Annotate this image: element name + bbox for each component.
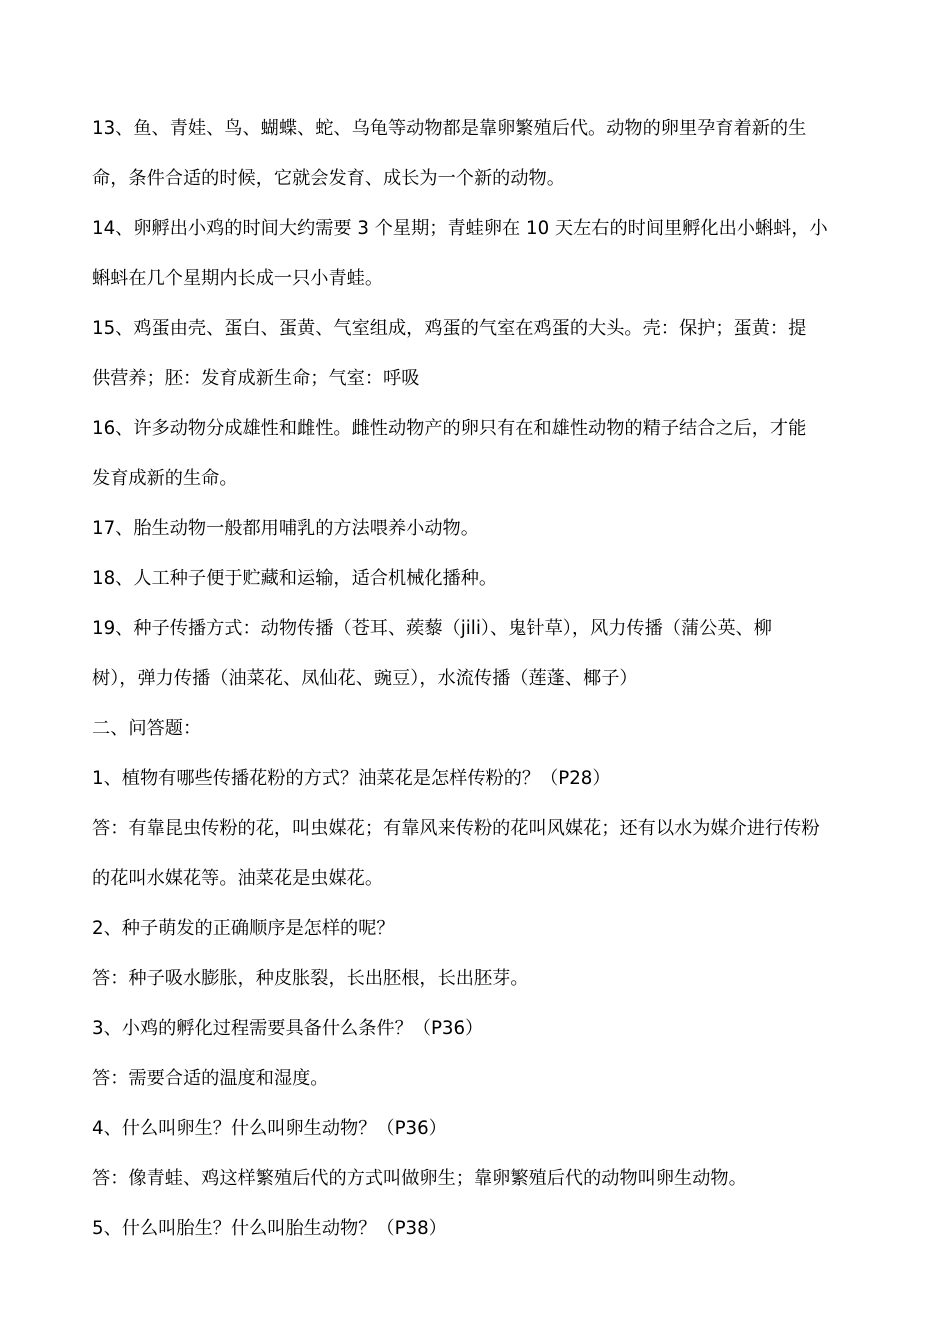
text-line: 17、胎生动物一般都用哺乳的方法喂养小动物。 bbox=[92, 518, 479, 539]
answer: 答：需要合适的温度和湿度。 bbox=[92, 1068, 329, 1089]
document-page bbox=[92, 104, 860, 1254]
text-line: 18、人工种子便于贮藏和运输，适合机械化播种。 bbox=[92, 568, 498, 589]
text-line: 15、鸡蛋由壳、蛋白、蛋黄、气室组成，鸡蛋的气室在鸡蛋的大头。壳：保护；蛋黄：提 bbox=[92, 318, 807, 339]
answer: 答：有靠昆虫传粉的花，叫虫媒花；有靠风来传粉的花叫风媒花；还有以水为媒介进行传粉 bbox=[92, 818, 820, 839]
section-heading: 二、问答题： bbox=[92, 718, 202, 739]
text-line: 14、卵孵出小鸡的时间大约需要 3 个星期；青蛙卵在 10 天左右的时间里孵化出小蝌蚪，小 bbox=[92, 218, 828, 239]
text-line: 树），弹力传播（油菜花、凤仙花、豌豆），水流传播（莲蓬、椰子） bbox=[92, 668, 638, 689]
text-line: 蝌蚪在几个星期内长成一只小青蛙。 bbox=[92, 268, 384, 289]
text-line: 13、鱼、青娃、鸟、蝴蝶、蛇、乌龟等动物都是靠卵繁殖后代。动物的卵里孕育着新的生 bbox=[92, 118, 807, 139]
text-line: 19、种子传播方式：动物传播（苍耳、蒺藜（jili）、鬼针草），风力传播（蒲公英、柳 bbox=[92, 618, 772, 639]
text-line: 供营养；胚：发育成新生命；气室：呼吸 bbox=[92, 368, 420, 389]
answer: 答：像青蛙、鸡这样繁殖后代的方式叫做卵生；靠卵繁殖后代的动物叫卵生动物。 bbox=[92, 1168, 747, 1189]
answer: 的花叫水媒花等。油菜花是虫媒花。 bbox=[92, 868, 384, 889]
question: 5、什么叫胎生？什么叫胎生动物？（P38） bbox=[92, 1218, 447, 1239]
question: 2、种子萌发的正确顺序是怎样的呢？ bbox=[92, 918, 395, 939]
answer: 答：种子吸水膨胀，种皮胀裂，长出胚根，长出胚芽。 bbox=[92, 968, 529, 989]
question: 4、什么叫卵生？什么叫卵生动物？（P36） bbox=[92, 1118, 447, 1139]
text-line: 命，条件合适的时候，它就会发育、成长为一个新的动物。 bbox=[92, 168, 565, 189]
text-line: 16、许多动物分成雄性和雌性。雌性动物产的卵只有在和雄性动物的精子结合之后，才能 bbox=[92, 418, 807, 439]
question: 3、小鸡的孵化过程需要具备什么条件？（P36） bbox=[92, 1018, 484, 1039]
question: 1、植物有哪些传播花粉的方式？油菜花是怎样传粉的？（P28） bbox=[92, 768, 611, 789]
text-line: 发育成新的生命。 bbox=[92, 468, 238, 489]
